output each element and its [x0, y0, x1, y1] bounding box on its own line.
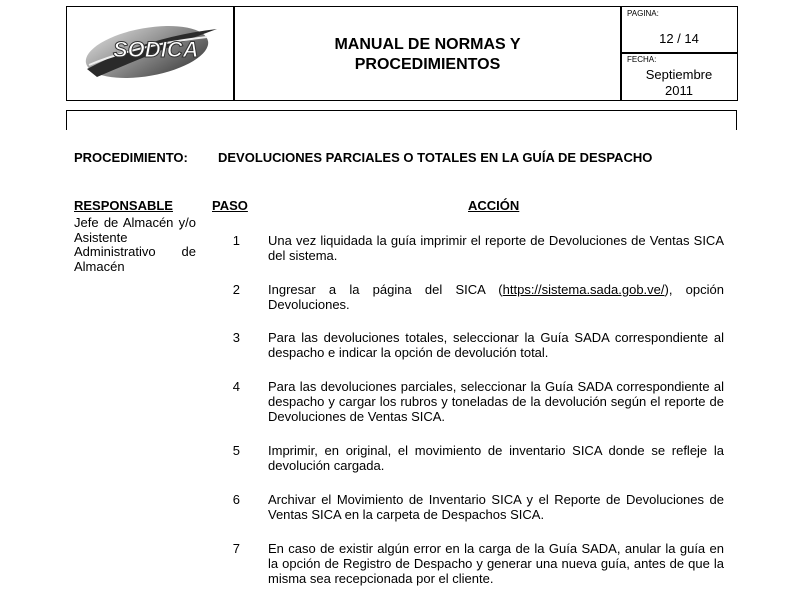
body-frame-top [66, 110, 737, 111]
step-text-2 [268, 282, 724, 312]
step-text-7: En caso de existir algún error en la carga de la Guía SADA, anular la guía en la opción de Registro de Despacho y generar una nueva guía, antes de que la misma sea recepcionada por el cliente. [268, 541, 724, 586]
responsible-text: Jefe de Almacén y/o Asistente Administrativo de Almacén [74, 215, 196, 274]
step-text-3: Para las devoluciones totales, seleccionar la Guía SADA correspondiente al despacho e indicar la opción de devolución total. [268, 330, 724, 360]
procedure-heading [74, 150, 652, 165]
sodica-logo [67, 7, 234, 100]
page-cell [620, 6, 738, 54]
procedure-title: DEVOLUCIONES PARCIALES O TOTALES EN LA GUÍA DE DESPACHO [218, 150, 653, 165]
step-header: PASO [212, 198, 248, 213]
step-text-1: Una vez liquidada la guía imprimir el reporte de Devoluciones de Ventas SICA del sistema. [268, 233, 724, 263]
manual-title-line2: PROCEDIMIENTOS [354, 56, 501, 73]
step-number-2: 2 [232, 282, 240, 297]
page-number: 12 / 14 [659, 31, 699, 46]
step-text-6: Archivar el Movimiento de Inventario SICA y el Reporte de Devoluciones de Ventas SICA en la carpeta de Despachos SICA. [268, 492, 724, 522]
responsible-header: RESPONSABLE [74, 198, 173, 213]
step-number-5: 5 [232, 443, 240, 458]
sica-link[interactable]: https://sistema.sada.gob.ve/ [502, 282, 665, 297]
action-header: ACCIÓN [468, 198, 520, 213]
logo-cell [66, 6, 235, 101]
step-2-pre: Ingresar a la página del SICA ( [268, 282, 503, 297]
body-frame-left [66, 110, 67, 130]
page-label: PAGINA: [627, 9, 659, 18]
manual-title-line1: MANUAL DE NORMAS Y [334, 36, 521, 53]
step-number-7: 7 [232, 541, 240, 556]
step-2-post: ), opción Devoluciones. [268, 282, 724, 312]
step-number-1: 1 [232, 233, 240, 248]
step-number-6: 6 [232, 492, 240, 507]
body-frame-right [736, 110, 737, 130]
manual-title-cell [233, 6, 622, 101]
date-label: FECHA: [627, 55, 657, 64]
step-number-4: 4 [232, 379, 240, 394]
step-text-5: Imprimir, en original, el movimiento de inventario SICA donde se refleje la devolución cargada. [268, 443, 724, 473]
step-number-3: 3 [232, 330, 240, 345]
date-year: 2011 [665, 83, 693, 98]
svg-text:SODICA: SODICA [113, 37, 199, 62]
step-text-4: Para las devoluciones parciales, seleccionar la Guía SADA correspondiente al despacho y cargar los rubros y toneladas de la devolución según el reporte de Devoluciones de Ventas SICA. [268, 379, 724, 424]
date-cell [620, 52, 738, 101]
procedure-label: PROCEDIMIENTO: [74, 150, 188, 165]
date-month: Septiembre [645, 67, 713, 82]
